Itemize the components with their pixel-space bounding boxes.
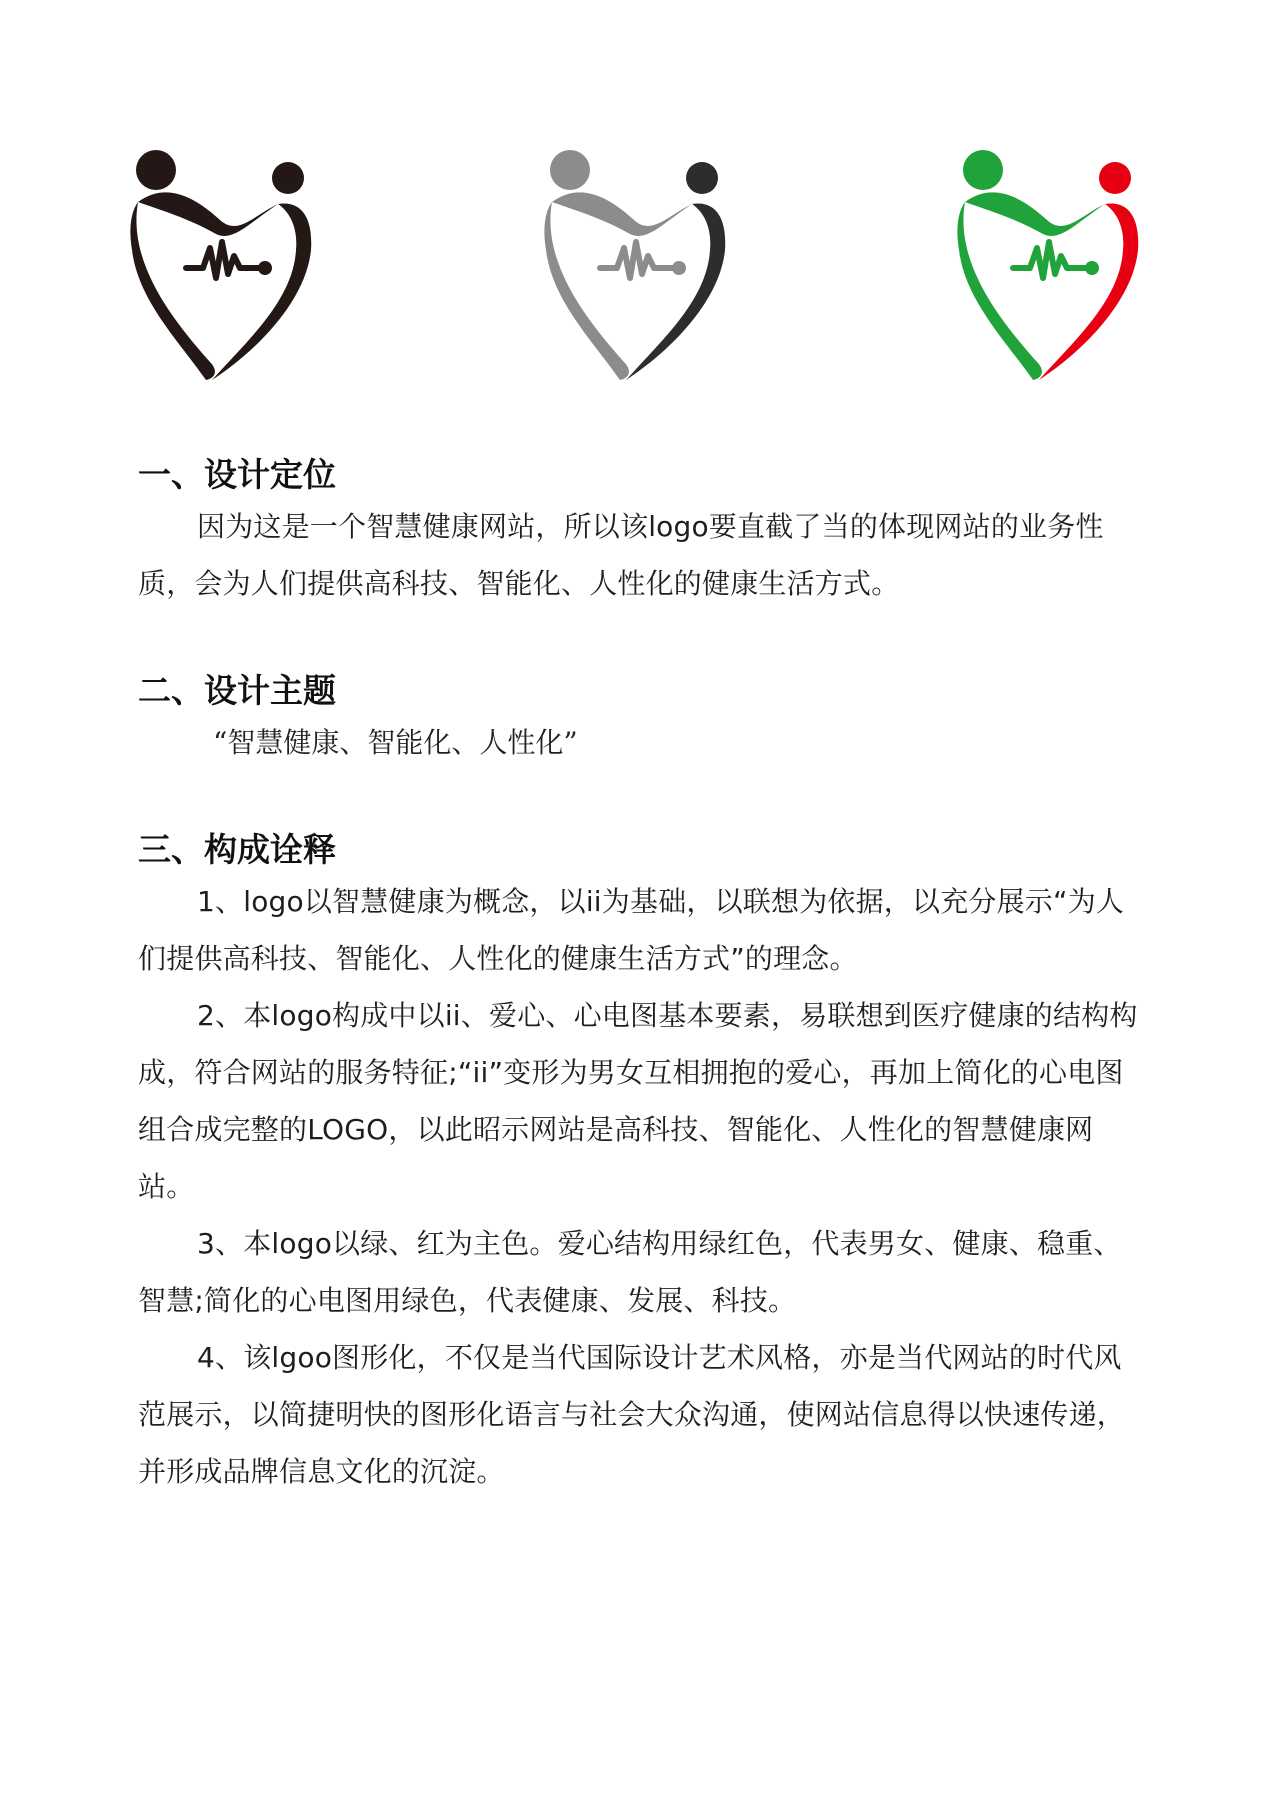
composition-paragraph-1: 1、logo以智慧健康为概念，以ii为基础，以联想为依据，以充分展示“为人们提供高科技、智能化、人性化的健康生活方式”的理念。	[138, 885, 1125, 975]
logo-gray-version	[542, 140, 742, 380]
heart-logo-gray-icon	[542, 140, 742, 380]
logo-color-version	[955, 140, 1155, 380]
composition-paragraph-3: 3、本logo以绿、红为主色。爱心结构用绿红色，代表男女、健康、稳重、智慧;简化的心电图用绿色，代表健康、发展、科技。	[138, 1227, 1122, 1317]
composition-paragraph-4: 4、该lgoo图形化，不仅是当代国际设计艺术风格，亦是当代网站的时代风范展示，以简捷明快的图形化语言与社会大众沟通，使网站信息得以快速传递，并形成品牌信息文化的沉淀。	[138, 1341, 1126, 1488]
logo-black-version	[128, 140, 328, 380]
section-spacer	[138, 771, 1148, 827]
heart-logo-black-icon	[128, 140, 328, 380]
heart-logo-color-icon	[955, 140, 1155, 380]
logo-row	[0, 140, 1280, 380]
composition-paragraph-2: 2、本logo构成中以ii、爱心、心电图基本要素，易联想到医疗健康的结构构成，符合网站的服务特征;“ii”变形为男女互相拥抱的爱心，再加上简化的心电图组合成完整的LOGO，以此昭示网站是高科技、智能化、人性化的智慧健康网站。	[138, 999, 1138, 1203]
section-title-theme: 二、设计主题	[138, 671, 336, 710]
document-body	[138, 452, 1148, 1500]
section-spacer	[138, 612, 1148, 668]
section-title-positioning: 一、设计定位	[138, 455, 336, 494]
theme-quote: “智慧健康、智能化、人性化”	[213, 726, 578, 759]
positioning-paragraph: 因为这是一个智慧健康网站，所以该logo要直截了当的体现网站的业务性质，会为人们提供高科技、智能化、人性化的健康生活方式。	[138, 510, 1104, 600]
section-title-composition: 三、构成诠释	[138, 830, 336, 869]
